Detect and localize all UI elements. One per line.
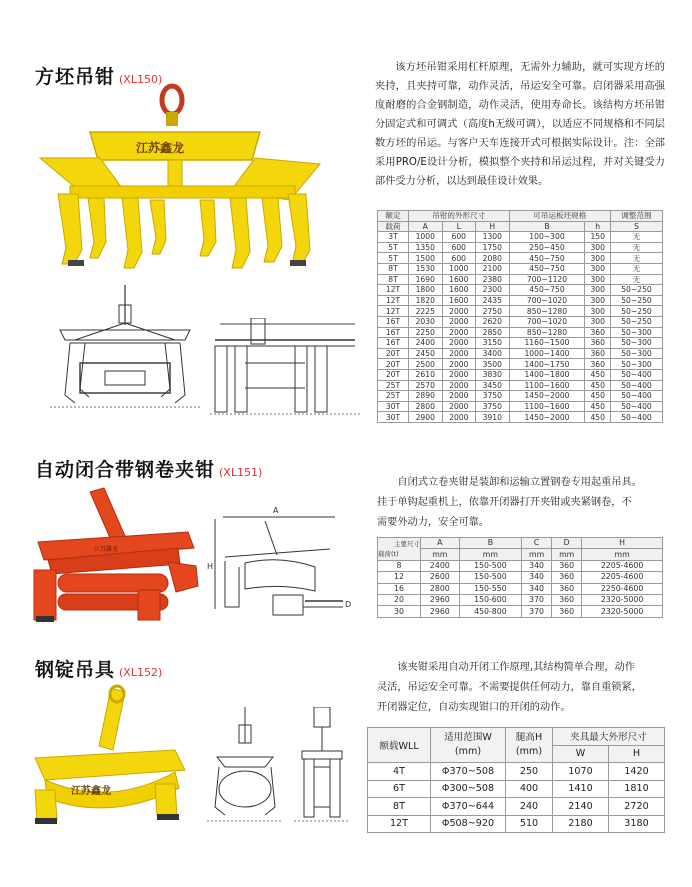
table-cell: 50~400 [610, 412, 662, 423]
table-cell: 450 [585, 369, 611, 380]
table-cell: 2250-4600 [582, 583, 663, 594]
table-row [378, 560, 663, 571]
table-cell: 2400 [409, 338, 443, 349]
table-cell: 50~400 [610, 380, 662, 391]
table-cell: 360 [552, 572, 582, 583]
table-header-cell: 适用范围W (mm) [431, 728, 506, 763]
table-cell: 2080 [476, 253, 510, 264]
table-cell: 2205-4600 [582, 560, 663, 571]
table-cell: 2750 [476, 306, 510, 317]
table-unit-cell: mm [582, 549, 663, 560]
table-cell: 1160~1500 [509, 338, 585, 349]
table-row [378, 369, 663, 380]
table-cell: 2400 [421, 560, 460, 571]
table-cell: 300 [585, 274, 611, 285]
table-cell: 2960 [421, 594, 460, 605]
table-cell: 8T [378, 263, 409, 274]
table-cell: 2000 [442, 327, 476, 338]
table-header-cell: D [552, 538, 582, 549]
table-cell: 50~250 [610, 285, 662, 296]
table-row [378, 327, 663, 338]
table-cell: 850~1280 [509, 327, 585, 338]
section-description-xl150: 该方坯吊钳采用杠杆原理，无需外力辅助，就可实现方坯的夹持，且夹持可靠，动作灵活，吊运安全可靠。启闭器采用高强度耐磨的合金钢制造，动作灵活，使用寿命长。该结构方坯吊钳分固定式和可调式（高度h无级可调），以适应不同规格和不同层数方坯的吊运。与客户天车连接开式可根据实际设计。注：全部采用PRO/E设计分析，模拟整个夹持和吊运过程，并对关键受力部件受力分析，以达到最佳设计效果。 [375, 62, 665, 187]
table-cell: 8T [368, 798, 431, 816]
table-row [378, 338, 663, 349]
table-header-cell: 调整范围 [610, 211, 662, 222]
table-cell: 370 [522, 594, 552, 605]
table-cell: 100~300 [509, 232, 585, 243]
table-header-cell: h [585, 221, 611, 232]
table-cell: 12 [378, 572, 421, 583]
table-cell: 700~1020 [509, 316, 585, 327]
table-cell: 1100~1600 [509, 401, 585, 412]
table-cell: 2000 [442, 348, 476, 359]
table-cell: 600 [442, 253, 476, 264]
table-cell: 无 [610, 253, 662, 264]
table-cell: 5T [378, 242, 409, 253]
table-cell: 1450~2000 [509, 391, 585, 402]
ingot-tongs-photo [25, 680, 195, 835]
table-cell: 50~400 [610, 401, 662, 412]
table-cell: 50~250 [610, 306, 662, 317]
table-cell: 1600 [442, 285, 476, 296]
product-label: 江苏鑫龙 [71, 786, 111, 797]
table-cell: 450~750 [509, 285, 585, 296]
table-row [378, 242, 663, 253]
table-cell: 2890 [409, 391, 443, 402]
table-cell: 3180 [609, 815, 665, 833]
table-header-cell: 可吊运板坯规格 [509, 211, 610, 222]
table-cell: 8T [378, 274, 409, 285]
dimension-label-d: D [345, 600, 352, 609]
table-cell: 360 [552, 606, 582, 617]
table-cell: 700~1020 [509, 295, 585, 306]
table-cell: 50~300 [610, 327, 662, 338]
table-cell: 5T [378, 253, 409, 264]
table-row [368, 780, 665, 798]
table-cell: 25T [378, 391, 409, 402]
coil-tongs-drawing [205, 497, 355, 632]
table-cell: 20T [378, 369, 409, 380]
table-row [378, 391, 663, 402]
table-cell: 2000 [442, 391, 476, 402]
table-cell: 360 [585, 327, 611, 338]
table-cell: 2570 [409, 380, 443, 391]
dimension-label-h: H [207, 562, 214, 571]
table-cell: 240 [506, 798, 553, 816]
table-cell: 1350 [409, 242, 443, 253]
table-cell: 2320-5000 [582, 606, 663, 617]
table-cell: 2205-4600 [582, 572, 663, 583]
table-cell: 50~400 [610, 369, 662, 380]
table-header-row [378, 211, 663, 222]
table-cell: 360 [552, 594, 582, 605]
table-cell: 360 [585, 348, 611, 359]
table-cell: 3T [378, 232, 409, 243]
table-cell: 850~1280 [509, 306, 585, 317]
table-cell: 2250 [409, 327, 443, 338]
table-cell: Φ300~508 [431, 780, 506, 798]
table-row [368, 815, 665, 833]
table-cell: 340 [522, 572, 552, 583]
table-cell: 2610 [409, 369, 443, 380]
product-code: (XL150) [119, 73, 163, 86]
table-cell: 300 [585, 263, 611, 274]
table-cell: 3450 [476, 380, 510, 391]
table-row [378, 572, 663, 583]
table-cell: 600 [442, 232, 476, 243]
table-cell: 50~300 [610, 359, 662, 370]
table-row [378, 412, 663, 423]
table-cell: 2140 [553, 798, 609, 816]
table-cell: 510 [506, 815, 553, 833]
table-cell: 无 [610, 263, 662, 274]
table-cell: Φ508~920 [431, 815, 506, 833]
table-cell: 12T [378, 285, 409, 296]
table-cell: 20T [378, 359, 409, 370]
table-cell: 2435 [476, 295, 510, 306]
table-cell: 300 [585, 316, 611, 327]
table-cell: 1600 [442, 295, 476, 306]
table-row [378, 274, 663, 285]
table-cell: 2000 [442, 380, 476, 391]
table-cell: 20 [378, 594, 421, 605]
table-cell: 2960 [421, 606, 460, 617]
table-cell: 无 [610, 242, 662, 253]
table-header-cell: H [582, 538, 663, 549]
table-header-cell: L [442, 221, 476, 232]
description-line: 挂于单钩起重机上，依靠开闭器打开夹钳或夹紧钢卷，不 [377, 497, 632, 508]
section-title-xl150: 方坯吊钳 (XL150) [35, 66, 163, 88]
table-row [378, 359, 663, 370]
table-cell: 1750 [476, 242, 510, 253]
table-cell: 450-800 [459, 606, 521, 617]
table-header-row [378, 549, 663, 560]
table-cell: 20T [378, 348, 409, 359]
ingot-tongs-drawing-side [292, 707, 352, 827]
table-cell: 1820 [409, 295, 443, 306]
table-cell: 340 [522, 560, 552, 571]
table-row [378, 380, 663, 391]
table-row [378, 306, 663, 317]
table-cell: 150-600 [459, 594, 521, 605]
table-row [368, 798, 665, 816]
table-cell: 2000 [442, 306, 476, 317]
table-cell: 150-550 [459, 583, 521, 594]
table-cell: 2850 [476, 327, 510, 338]
table-cell: 150-500 [459, 572, 521, 583]
description-line: 该夹钳采用自动开闭工作原理,其结构简单合理，动作 [397, 662, 635, 673]
table-cell: 30T [378, 401, 409, 412]
table-cell: 1420 [609, 763, 665, 781]
table-header-cell: H [476, 221, 510, 232]
table-cell: 300 [585, 253, 611, 264]
table-header-cell: 吊钳的外形尺寸 [409, 211, 510, 222]
table-cell: 1500 [409, 253, 443, 264]
table-cell: 400 [506, 780, 553, 798]
table-cell: 3500 [476, 359, 510, 370]
table-cell: 150 [585, 232, 611, 243]
table-cell: 2500 [409, 359, 443, 370]
table-cell: 4T [368, 763, 431, 781]
table-cell: 12T [368, 815, 431, 833]
table-cell: 3830 [476, 369, 510, 380]
table-row [378, 316, 663, 327]
table-cell: 2620 [476, 316, 510, 327]
table-cell: 3750 [476, 401, 510, 412]
table-cell: 2000 [442, 338, 476, 349]
table-header-cell: 载荷 [378, 221, 409, 232]
table-cell: 2000 [442, 369, 476, 380]
table-cell: 700~1120 [509, 274, 585, 285]
table-cell: 3750 [476, 391, 510, 402]
table-cell: 50~250 [610, 295, 662, 306]
table-cell: 300 [585, 295, 611, 306]
table-cell: 2600 [421, 572, 460, 583]
table-cell: 1400~1750 [509, 359, 585, 370]
section-description-xl151 [377, 473, 667, 533]
table-cell: 250 [506, 763, 553, 781]
table-cell: 1400~1800 [509, 369, 585, 380]
table-cell: 3400 [476, 348, 510, 359]
table-cell: 2100 [476, 263, 510, 274]
table-cell: 1410 [553, 780, 609, 798]
table-row [378, 232, 663, 243]
table-cell: 2900 [409, 412, 443, 423]
table-row [378, 263, 663, 274]
table-unit-cell: mm [421, 549, 460, 560]
table-cell: 12T [378, 306, 409, 317]
table-cell: 450 [585, 380, 611, 391]
table-cell: 2000 [442, 401, 476, 412]
table-cell: 1000~1400 [509, 348, 585, 359]
table-header-cell: H [609, 745, 665, 763]
product-label: 江苏鑫龙 [94, 546, 119, 553]
table-cell: 2320-5000 [582, 594, 663, 605]
table-row [378, 594, 663, 605]
table-header-cell: B [459, 538, 521, 549]
product-code: (XL152) [119, 666, 163, 679]
table-cell: 30T [378, 412, 409, 423]
table-cell: 450 [585, 401, 611, 412]
table-cell: Φ370~644 [431, 798, 506, 816]
table-cell: 16T [378, 327, 409, 338]
table-header-cell: B [509, 221, 585, 232]
section-title-xl152: 钢锭吊具 (XL152) [35, 659, 163, 681]
table-cell: 25T [378, 380, 409, 391]
table-cell: 450 [585, 412, 611, 423]
table-header-cell: W [553, 745, 609, 763]
table-cell: 2000 [442, 359, 476, 370]
table-cell: 16T [378, 316, 409, 327]
table-header-cell: 夹具最大外形尺寸 [553, 728, 665, 746]
table-cell: 150-500 [459, 560, 521, 571]
ingot-tongs-drawing-front [205, 707, 285, 827]
description-line: 灵活，吊运安全可靠。不需要提供任何动力，靠自重锁紧， [377, 682, 642, 693]
table-unit-cell: mm [522, 549, 552, 560]
table-cell: 2000 [442, 412, 476, 423]
slab-tongs-photo [30, 82, 330, 282]
table-cell: 2720 [609, 798, 665, 816]
table-cell: 16T [378, 338, 409, 349]
table-unit-cell: mm [552, 549, 582, 560]
table-cell: 360 [585, 338, 611, 349]
description-line: 开闭器定位，自动实现钳口的开闭的动作。 [377, 702, 571, 713]
table-cell: 6T [368, 780, 431, 798]
dimension-label-a: A [273, 506, 279, 515]
table-header-cell: 腿高H (mm) [506, 728, 553, 763]
table-header-cell: 额定 [378, 211, 409, 222]
table-cell: 1100~1600 [509, 380, 585, 391]
table-cell: 250~450 [509, 242, 585, 253]
table-cell: 1690 [409, 274, 443, 285]
slab-tongs-drawing-front [45, 285, 205, 420]
table-cell: 2800 [409, 401, 443, 412]
table-cell: 450~750 [509, 253, 585, 264]
table-cell: 600 [442, 242, 476, 253]
table-cell: 2225 [409, 306, 443, 317]
table-cell: 16 [378, 583, 421, 594]
table-row [378, 401, 663, 412]
table-cell: 50~400 [610, 391, 662, 402]
table-row [378, 583, 663, 594]
table-row [378, 606, 663, 617]
table-header-row [378, 538, 663, 549]
table-cell: 2300 [476, 285, 510, 296]
table-header-cell: C [522, 538, 552, 549]
table-row [378, 348, 663, 359]
table-cell: 1600 [442, 274, 476, 285]
table-cell: Φ370~508 [431, 763, 506, 781]
table-cell: 1800 [409, 285, 443, 296]
product-code: (XL151) [219, 466, 263, 479]
table-cell: 300 [585, 242, 611, 253]
table-cell: 360 [552, 560, 582, 571]
table-cell: 1000 [442, 263, 476, 274]
table-cell: 2000 [442, 316, 476, 327]
table-cell: 360 [552, 583, 582, 594]
table-cell: 3150 [476, 338, 510, 349]
spec-table-xl150 [377, 210, 663, 423]
table-cell: 1810 [609, 780, 665, 798]
spec-table-xl151 [377, 537, 663, 618]
table-cell: 2800 [421, 583, 460, 594]
table-cell: 300 [585, 306, 611, 317]
product-label: 江苏鑫龙 [136, 141, 185, 155]
table-row [378, 253, 663, 264]
table-cell: 2450 [409, 348, 443, 359]
table-cell: 50~250 [610, 316, 662, 327]
description-line: 需要外动力，安全可靠。 [377, 517, 490, 528]
spec-table-xl152 [367, 727, 665, 833]
table-header-row [368, 728, 665, 746]
table-cell: 50~300 [610, 338, 662, 349]
table-cell: 3910 [476, 412, 510, 423]
table-header-cell: A [409, 221, 443, 232]
table-cell: 1530 [409, 263, 443, 274]
table-row [378, 285, 663, 296]
table-cell: 2380 [476, 274, 510, 285]
table-header-cell: A [421, 538, 460, 549]
table-cell: 无 [610, 232, 662, 243]
section-title-xl151: 自动闭合带钢卷夹钳 (XL151) [35, 459, 263, 481]
section-description-xl152 [377, 658, 667, 718]
table-cell: 2180 [553, 815, 609, 833]
table-cell: 2030 [409, 316, 443, 327]
table-cell: 370 [522, 606, 552, 617]
table-corner-cell: 主要尺寸 载荷(t) [378, 538, 421, 561]
table-row [368, 763, 665, 781]
description-line: 自闭式立卷夹钳是装卸和运输立置钢卷专用起重吊具。 [397, 477, 642, 488]
table-cell: 12T [378, 295, 409, 306]
table-cell: 8 [378, 560, 421, 571]
table-cell: 无 [610, 274, 662, 285]
table-header-cell: S [610, 221, 662, 232]
table-cell: 450~750 [509, 263, 585, 274]
table-cell: 360 [585, 359, 611, 370]
table-cell: 30 [378, 606, 421, 617]
table-cell: 50~300 [610, 348, 662, 359]
table-row [378, 295, 663, 306]
table-cell: 340 [522, 583, 552, 594]
table-cell: 1000 [409, 232, 443, 243]
table-cell: 1070 [553, 763, 609, 781]
table-cell: 1450~2000 [509, 412, 585, 423]
slab-tongs-drawing-side [205, 318, 365, 418]
table-header-cell: 额载WLL [368, 728, 431, 763]
table-cell: 1300 [476, 232, 510, 243]
table-cell: 300 [585, 285, 611, 296]
coil-tongs-photo [28, 482, 208, 632]
table-header-row [378, 221, 663, 232]
table-unit-cell: mm [459, 549, 521, 560]
table-cell: 450 [585, 391, 611, 402]
